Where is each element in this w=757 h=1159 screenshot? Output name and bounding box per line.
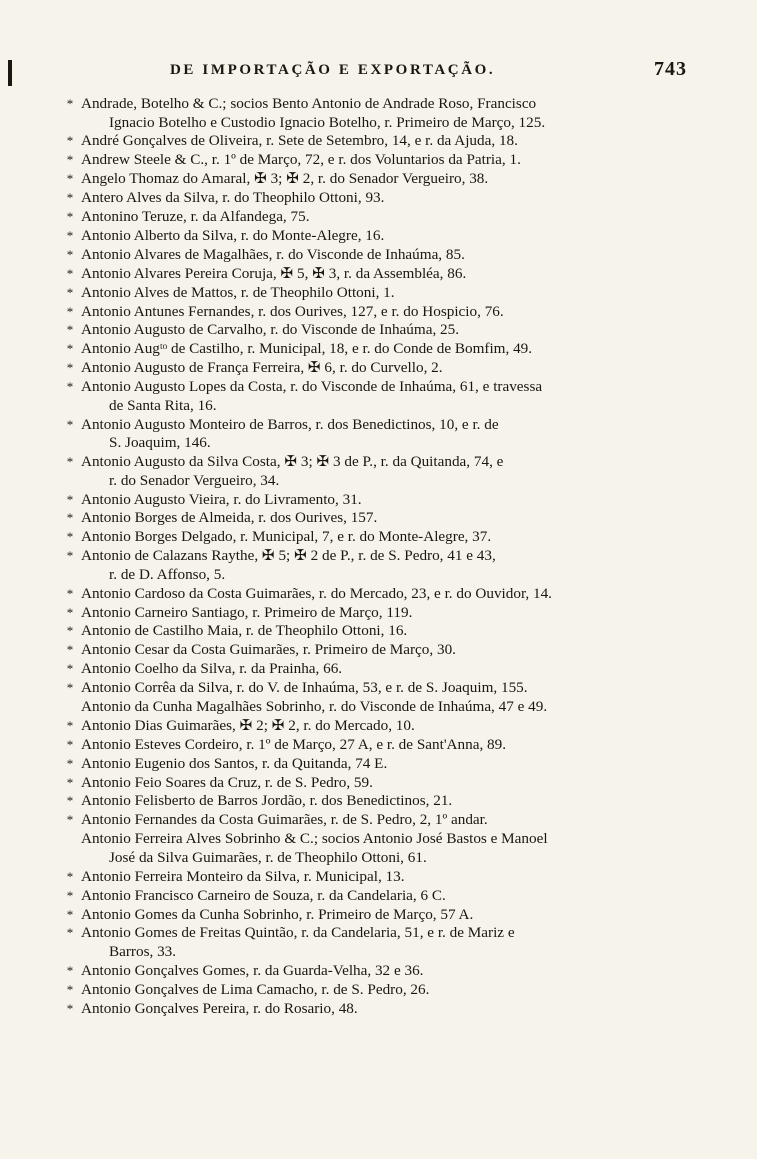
entry-marker: *: [66, 774, 74, 790]
entry-text: Antonio Borges Delgado, r. Municipal, 7, e r. do Monte-Alegre, 37.: [81, 528, 492, 546]
entry-marker: *: [66, 906, 74, 922]
entry-continuation: de Santa Rita, 16.: [109, 396, 217, 414]
entry-text: Antonio Gonçalves Gomes, r. da Guarda-Velha, 32 e 36.: [81, 961, 424, 979]
list-item: [0, 170, 757, 189]
entry-marker: *: [66, 510, 74, 526]
entry-marker: *: [66, 190, 74, 206]
entry-marker: *: [66, 246, 74, 262]
entry-marker: *: [66, 548, 74, 564]
entry-marker: *: [66, 755, 74, 771]
entry-continuation: r. de D. Affonso, 5.: [109, 565, 226, 583]
entry-marker: *: [66, 152, 74, 168]
entry-text: Andrade, Botelho & C.; socios Bento Antonio de Andrade Roso, Francisco: [81, 95, 537, 112]
list-item: [0, 585, 757, 604]
entry-marker: *: [66, 661, 74, 677]
list-item: [0, 340, 757, 359]
entry-marker: *: [66, 133, 74, 149]
list-item: [0, 189, 757, 208]
entry-marker: *: [66, 604, 74, 620]
entry-text: Antonio Esteves Cordeiro, r. 1º de Março, 27 A, e r. de Sant'Anna, 89.: [81, 735, 507, 753]
list-item: [0, 736, 757, 755]
entry-marker: *: [66, 360, 74, 376]
entry-text: Antonio Augusto da Silva Costa, ✠ 3; ✠ 3 de P., r. da Quitanda, 74, e: [81, 453, 504, 471]
entry-text: Antonio Augusto de França Ferreira, ✠ 6, r. do Curvello, 2.: [81, 359, 443, 377]
entry-marker: *: [66, 585, 74, 601]
list-item: [0, 830, 757, 867]
entry-text: Antonio da Cunha Magalhães Sobrinho, r. do Visconde de Inhaúma, 47 e 49.: [81, 698, 548, 716]
list-item: [0, 811, 757, 830]
entry-text: Antonio Alves de Mattos, r. de Theophilo Ottoni, 1.: [81, 283, 395, 301]
list-item: [0, 717, 757, 736]
entry-text: Antonio Antunes Fernandes, r. dos Ourives, 127, e r. do Hospicio, 76.: [81, 302, 504, 320]
entry-text: Antonio Gomes de Freitas Quintão, r. da Candelaria, 51, e r. de Mariz e: [81, 924, 515, 942]
entry-marker: *: [66, 341, 74, 357]
list-item: [0, 208, 757, 227]
entry-text: Antonio Gomes da Cunha Sobrinho, r. Primeiro de Março, 57 A.: [81, 905, 474, 923]
entry-marker: *: [66, 962, 74, 978]
entry-continuation: Barros, 33.: [109, 943, 177, 960]
list-item: [0, 604, 757, 623]
entry-text: Antonio Carneiro Santiago, r. Primeiro de Março, 119.: [81, 603, 413, 621]
list-item: [0, 641, 757, 660]
list-item: [0, 151, 757, 170]
entry-marker: *: [66, 623, 74, 639]
entry-marker: *: [66, 1000, 74, 1016]
entry-text: Antonio Alvares de Magalhães, r. do Visconde de Inhaúma, 85.: [81, 245, 465, 263]
list-item: [0, 679, 757, 698]
entry-marker: *: [66, 454, 74, 470]
entry-marker: *: [66, 227, 74, 243]
entry-marker: *: [66, 981, 74, 997]
margin-bar: [8, 60, 12, 86]
entry-marker: *: [66, 642, 74, 658]
entry-text: Antonio Ferreira Alves Sobrinho & C.; socios Antonio José Bastos e Manoel: [81, 830, 548, 848]
entry-marker: *: [66, 812, 74, 828]
page-number: 743: [654, 58, 687, 80]
entry-marker: *: [66, 96, 74, 111]
entry-text: Antonio Gonçalves Pereira, r. do Rosario, 48.: [81, 999, 358, 1017]
list-item: [0, 321, 757, 340]
entry-text: Antero Alves da Silva, r. do Theophilo Ottoni, 93.: [81, 189, 385, 207]
entry-text: André Gonçalves de Oliveira, r. Sete de Setembro, 14, e r. da Ajuda, 18.: [81, 132, 518, 150]
list-item: [0, 227, 757, 246]
entry-text: Antonio de Castilho Maia, r. de Theophilo Ottoni, 16.: [81, 622, 408, 640]
entry-text: Antonio Coelho da Silva, r. da Prainha, 66.: [81, 660, 343, 678]
list-item: [0, 924, 757, 961]
page-header: DE IMPORTAÇÃO E EXPORTAÇÃO.: [170, 62, 496, 78]
entry-text: Antonio Feio Soares da Cruz, r. de S. Pedro, 59.: [81, 773, 373, 791]
entry-text: Antonio Augᵗᵒ de Castilho, r. Municipal, 18, e r. do Conde de Bomfim, 49.: [81, 340, 533, 358]
entry-continuation: r. do Senador Vergueiro, 34.: [109, 471, 280, 489]
entry-text: Antonio Ferreira Monteiro da Silva, r. Municipal, 13.: [81, 867, 405, 885]
list-item: [0, 284, 757, 303]
entry-text: Antonio Fernandes da Costa Guimarães, r. de S. Pedro, 2, 1º andar.: [81, 811, 488, 829]
list-item: [0, 359, 757, 378]
entry-text: Antonino Teruze, r. da Alfandega, 75.: [81, 208, 310, 226]
list-item: [0, 1000, 757, 1019]
list-item: [0, 265, 757, 284]
entry-marker: *: [66, 717, 74, 733]
entry-marker: *: [66, 925, 74, 941]
entry-text: Antonio Felisberto de Barros Jordão, r. dos Benedictinos, 21.: [81, 792, 453, 810]
entry-continuation: José da Silva Guimarães, r. de Theophilo Ottoni, 61.: [109, 848, 427, 866]
entry-text: Andrew Steele & C., r. 1º de Março, 72, e r. dos Voluntarios da Patria, 1.: [81, 151, 521, 169]
entry-marker: *: [66, 284, 74, 300]
list-item: [0, 981, 757, 1000]
entry-continuation: S. Joaquim, 146.: [109, 434, 211, 452]
list-item: [0, 416, 757, 453]
list-item: [0, 509, 757, 528]
entry-text: Antonio Cesar da Costa Guimarães, r. Primeiro de Março, 30.: [81, 641, 456, 659]
entry-marker: *: [66, 868, 74, 884]
entry-text: Antonio Alvares Pereira Coruja, ✠ 5, ✠ 3, r. da Assembléa, 86.: [81, 264, 467, 282]
entry-continuation: Ignacio Botelho e Custodio Ignacio Botelho, r. Primeiro de Março, 125.: [109, 113, 546, 131]
entry-marker: *: [66, 171, 74, 187]
list-item: [0, 528, 757, 547]
list-item: [0, 774, 757, 793]
entry-marker: *: [66, 491, 74, 507]
entry-marker: *: [66, 265, 74, 281]
list-item: [0, 246, 757, 265]
directory-list: [0, 95, 757, 1019]
entry-text: Antonio Alberto da Silva, r. do Monte-Alegre, 16.: [81, 226, 385, 244]
entry-text: Antonio Eugenio dos Santos, r. da Quitanda, 74 E.: [81, 754, 388, 772]
list-item: [0, 303, 757, 322]
list-item: [0, 622, 757, 641]
entry-text: Antonio Francisco Carneiro de Souza, r. da Candelaria, 6 C.: [81, 886, 446, 904]
entry-text: Antonio Gonçalves de Lima Camacho, r. de S. Pedro, 26.: [81, 980, 430, 998]
list-item: [0, 547, 757, 584]
list-item: [0, 378, 757, 415]
entry-text: Antonio Cardoso da Costa Guimarães, r. do Mercado, 23, e r. do Ouvidor, 14.: [81, 584, 552, 602]
list-item: [0, 887, 757, 906]
entry-text: Antonio Augusto Monteiro de Barros, r. dos Benedictinos, 10, e r. de: [81, 415, 499, 433]
list-item: [0, 132, 757, 151]
entry-text: Antonio Augusto Lopes da Costa, r. do Visconde de Inhaúma, 61, e travessa: [81, 378, 543, 396]
list-item: [0, 792, 757, 811]
list-item: [0, 868, 757, 887]
entry-text: Antonio Augusto de Carvalho, r. do Visconde de Inhaúma, 25.: [81, 321, 460, 339]
entry-text: Antonio Augusto Vieira, r. do Livramento, 31.: [81, 490, 362, 508]
list-item: [0, 491, 757, 510]
entry-marker: *: [66, 680, 74, 696]
entry-marker: *: [66, 303, 74, 319]
entry-text: Antonio Borges de Almeida, r. dos Ourives, 157.: [81, 509, 378, 527]
entry-marker: *: [66, 416, 74, 432]
list-item: [0, 698, 757, 717]
entry-marker: *: [66, 322, 74, 338]
entry-marker: *: [66, 793, 74, 809]
entry-marker: *: [66, 209, 74, 225]
entry-marker: *: [66, 887, 74, 903]
entry-text: Antonio Dias Guimarães, ✠ 2; ✠ 2, r. do Mercado, 10.: [81, 716, 415, 734]
list-item: [0, 906, 757, 925]
list-item: [0, 755, 757, 774]
entry-text: Angelo Thomaz do Amaral, ✠ 3; ✠ 2, r. do Senador Vergueiro, 38.: [81, 170, 489, 188]
entry-text: Antonio de Calazans Raythe, ✠ 5; ✠ 2 de P., r. de S. Pedro, 41 e 43,: [81, 547, 496, 565]
list-item: [0, 95, 757, 132]
entry-marker: *: [66, 736, 74, 752]
list-item: [0, 453, 757, 490]
list-item: [0, 962, 757, 981]
entry-marker: *: [66, 529, 74, 545]
entry-text: Antonio Corrêa da Silva, r. do V. de Inhaúma, 53, e r. de S. Joaquim, 155.: [81, 679, 528, 697]
list-item: [0, 660, 757, 679]
entry-marker: *: [66, 379, 74, 395]
